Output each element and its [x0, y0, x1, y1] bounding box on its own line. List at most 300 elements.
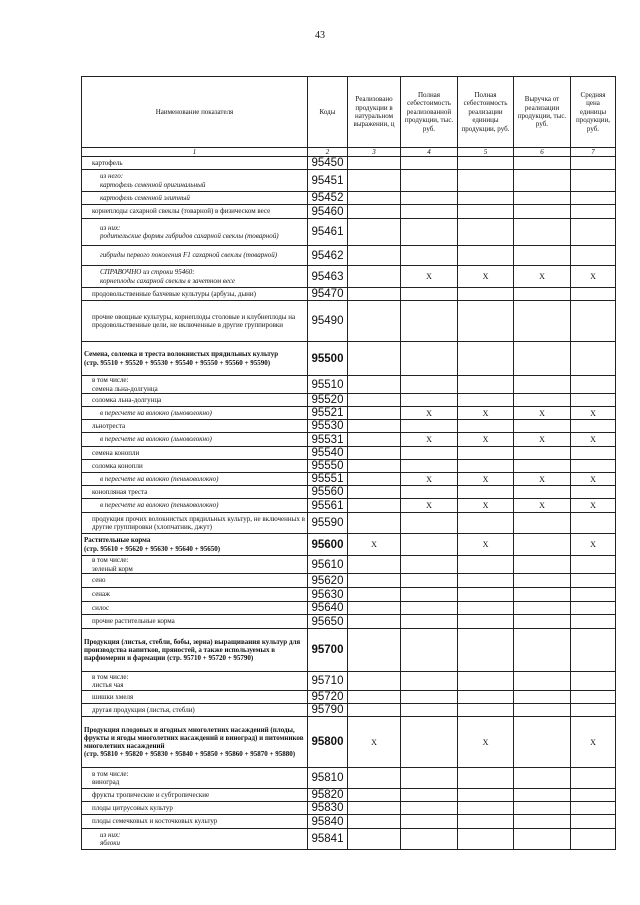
table-row: [82, 170, 616, 192]
value-cell[interactable]: [401, 672, 458, 691]
value-cell[interactable]: X: [401, 473, 458, 486]
value-cell[interactable]: [458, 704, 514, 717]
row-code: 95510: [308, 376, 348, 394]
row-name: Семена, соломка и треста волокнистых прядильных культур (стр. 95510 + 95520 + 95530 + 95540 + 95550 + 95560 + 95590): [82, 342, 308, 376]
value-cell[interactable]: [401, 829, 458, 850]
row-name: фрукты тропические и субтропические: [82, 789, 308, 802]
value-cell[interactable]: [571, 394, 616, 407]
col-number: 4: [401, 148, 458, 157]
value-cell[interactable]: [348, 205, 401, 219]
value-cell[interactable]: [514, 629, 571, 672]
value-cell[interactable]: [514, 420, 571, 433]
value-cell[interactable]: [348, 394, 401, 407]
value-cell[interactable]: X: [571, 717, 616, 768]
value-cell[interactable]: [401, 615, 458, 629]
value-cell[interactable]: [571, 376, 616, 394]
value-cell[interactable]: [348, 704, 401, 717]
value-cell[interactable]: [348, 615, 401, 629]
value-cell[interactable]: [458, 205, 514, 219]
value-cell[interactable]: X: [571, 266, 616, 288]
row-name: сено: [82, 574, 308, 588]
row-code: 95640: [308, 602, 348, 615]
value-cell[interactable]: [514, 170, 571, 192]
value-cell[interactable]: [458, 672, 514, 691]
value-cell[interactable]: [514, 460, 571, 473]
value-cell[interactable]: [458, 301, 514, 342]
row-name: в пересчете на волокно (льноволокно): [82, 433, 308, 447]
row-name: силос: [82, 602, 308, 615]
table-row: [82, 407, 616, 420]
value-cell[interactable]: [514, 447, 571, 460]
value-cell[interactable]: [571, 246, 616, 266]
table-row: [82, 815, 616, 829]
value-cell[interactable]: [514, 602, 571, 615]
value-cell[interactable]: [458, 615, 514, 629]
value-cell[interactable]: X: [458, 717, 514, 768]
value-cell[interactable]: [514, 246, 571, 266]
table-row: [82, 219, 616, 246]
value-cell[interactable]: [514, 556, 571, 574]
row-name: в том числе: семена льна-долгунца: [82, 376, 308, 394]
row-code: 95550: [308, 460, 348, 473]
value-cell[interactable]: [571, 342, 616, 376]
row-name: сенаж: [82, 588, 308, 602]
value-cell[interactable]: X: [401, 499, 458, 513]
value-cell[interactable]: X: [571, 534, 616, 556]
value-cell[interactable]: [348, 768, 401, 789]
value-cell[interactable]: [458, 447, 514, 460]
col-number: 5: [458, 148, 514, 157]
row-code: 95830: [308, 802, 348, 815]
value-cell[interactable]: [348, 266, 401, 288]
row-code: 95820: [308, 789, 348, 802]
value-cell[interactable]: [514, 672, 571, 691]
value-cell[interactable]: X: [401, 433, 458, 447]
row-code: 95531: [308, 433, 348, 447]
value-cell[interactable]: [348, 588, 401, 602]
col-number: 2: [308, 148, 348, 157]
value-cell[interactable]: [348, 170, 401, 192]
row-code: 95800: [308, 717, 348, 768]
header-col7: Средняя цена единицы продукции, руб.: [571, 77, 616, 148]
row-name: в пересчете на волокно (пеньковолокно): [82, 499, 308, 513]
value-cell[interactable]: [514, 205, 571, 219]
row-code: 95540: [308, 447, 348, 460]
table-row: [82, 266, 616, 288]
value-cell[interactable]: [401, 447, 458, 460]
value-cell[interactable]: [348, 342, 401, 376]
value-cell[interactable]: [571, 170, 616, 192]
row-name: Растительные корма (стр. 95610 + 95620 + 95630 + 95640 + 95650): [82, 534, 308, 556]
value-cell[interactable]: [401, 246, 458, 266]
row-code: 95720: [308, 691, 348, 704]
row-name: конопляная треста: [82, 486, 308, 499]
value-cell[interactable]: [571, 192, 616, 205]
header-row: [82, 77, 616, 148]
row-code: 95610: [308, 556, 348, 574]
value-cell[interactable]: [458, 246, 514, 266]
value-cell[interactable]: [401, 205, 458, 219]
row-name: СПРАВОЧНО из строки 95460: корнеплоды сахарной свеклы в зачетном весе: [82, 266, 308, 288]
value-cell[interactable]: X: [458, 499, 514, 513]
value-cell[interactable]: [401, 691, 458, 704]
table-body: [82, 157, 616, 850]
value-cell[interactable]: [514, 301, 571, 342]
value-cell[interactable]: X: [458, 433, 514, 447]
row-code: 95530: [308, 420, 348, 433]
table-row: [82, 420, 616, 433]
row-name: в пересчете на волокно (пеньковолокно): [82, 473, 308, 486]
value-cell[interactable]: [401, 789, 458, 802]
value-cell[interactable]: [571, 615, 616, 629]
value-cell[interactable]: [571, 288, 616, 301]
row-name: Продукция плодовых и ягодных многолетних насаждений (плоды, фрукты и ягоды многолетних насаждений и виноград) и питомников многолетних насаждений (стр. 95810 + 95820 + 95830 + 95840 + 95850 + 95860 + 95870 + 95880): [82, 717, 308, 768]
value-cell[interactable]: [348, 219, 401, 246]
value-cell[interactable]: [571, 205, 616, 219]
table-row: [82, 615, 616, 629]
value-cell[interactable]: [458, 513, 514, 534]
table-row: [82, 192, 616, 205]
col-number: 7: [571, 148, 616, 157]
value-cell[interactable]: [514, 219, 571, 246]
value-cell[interactable]: [458, 815, 514, 829]
value-cell[interactable]: [348, 629, 401, 672]
value-cell[interactable]: X: [401, 266, 458, 288]
value-cell[interactable]: [571, 691, 616, 704]
value-cell[interactable]: X: [571, 473, 616, 486]
row-name: шишки хмеля: [82, 691, 308, 704]
row-code: 95451: [308, 170, 348, 192]
value-cell[interactable]: [348, 192, 401, 205]
table-row: [82, 602, 616, 615]
row-name: продовольственные бахчевые культуры (арбузы, дыни): [82, 288, 308, 301]
value-cell[interactable]: [348, 460, 401, 473]
row-code: 95461: [308, 219, 348, 246]
value-cell[interactable]: [458, 394, 514, 407]
row-code: 95590: [308, 513, 348, 534]
col-number: 6: [514, 148, 571, 157]
row-name: прочие растительные корма: [82, 615, 308, 629]
value-cell[interactable]: [514, 192, 571, 205]
column-number-row: [82, 148, 616, 157]
row-code: 95460: [308, 205, 348, 219]
row-name: соломка конопли: [82, 460, 308, 473]
value-cell[interactable]: [348, 486, 401, 499]
table-row: [82, 691, 616, 704]
value-cell[interactable]: [458, 588, 514, 602]
header-col3: Реализовано продукции в натуральном выражении, ц: [348, 77, 401, 148]
value-cell[interactable]: [458, 556, 514, 574]
value-cell[interactable]: X: [514, 433, 571, 447]
row-name: льнотреста: [82, 420, 308, 433]
col-number: 1: [82, 148, 308, 157]
value-cell[interactable]: [401, 815, 458, 829]
table-row: [82, 460, 616, 473]
table-row: [82, 157, 616, 170]
value-cell[interactable]: [401, 704, 458, 717]
value-cell[interactable]: [458, 460, 514, 473]
value-cell[interactable]: X: [458, 473, 514, 486]
value-cell[interactable]: X: [514, 473, 571, 486]
value-cell[interactable]: [348, 556, 401, 574]
value-cell[interactable]: [514, 691, 571, 704]
row-code: 95630: [308, 588, 348, 602]
value-cell[interactable]: [401, 376, 458, 394]
value-cell[interactable]: [571, 460, 616, 473]
table-row: [82, 246, 616, 266]
row-name: из них: родительские формы гибридов сахарной свеклы (товарной): [82, 219, 308, 246]
value-cell[interactable]: [348, 447, 401, 460]
value-cell[interactable]: [401, 394, 458, 407]
table-row: [82, 513, 616, 534]
value-cell[interactable]: [458, 602, 514, 615]
value-cell[interactable]: [458, 420, 514, 433]
row-name: Продукция (листья, стебли, бобы, зерна) выращивания культур для производства напитков, пряностей, а также используемых в парфюмерии и фармации (стр. 95710 + 95720 + 95790): [82, 629, 308, 672]
value-cell[interactable]: [514, 342, 571, 376]
indicators-table: [81, 76, 616, 850]
value-cell[interactable]: [348, 301, 401, 342]
value-cell[interactable]: [514, 789, 571, 802]
row-name: плоды цитрусовых культур: [82, 802, 308, 815]
table-row: [82, 301, 616, 342]
value-cell[interactable]: [401, 629, 458, 672]
value-cell[interactable]: [458, 789, 514, 802]
table-row: [82, 574, 616, 588]
table-row: [82, 534, 616, 556]
value-cell[interactable]: [401, 534, 458, 556]
row-name: другая продукция (листья, стебли): [82, 704, 308, 717]
value-cell[interactable]: [514, 615, 571, 629]
value-cell[interactable]: [401, 486, 458, 499]
table-row: [82, 789, 616, 802]
table-row: [82, 447, 616, 460]
row-code: 95500: [308, 342, 348, 376]
row-code: 95710: [308, 672, 348, 691]
value-cell[interactable]: [348, 376, 401, 394]
value-cell[interactable]: [401, 219, 458, 246]
table-row: [82, 556, 616, 574]
value-cell[interactable]: [348, 829, 401, 850]
row-code: 95810: [308, 768, 348, 789]
header-col5: Полная себестоимость реализации единицы продукции, руб.: [458, 77, 514, 148]
table-row: [82, 433, 616, 447]
value-cell[interactable]: [514, 157, 571, 170]
row-code: 95700: [308, 629, 348, 672]
row-name: в том числе: виноград: [82, 768, 308, 789]
value-cell[interactable]: [348, 672, 401, 691]
row-name: плоды семечковых и косточковых культур: [82, 815, 308, 829]
value-cell[interactable]: [514, 534, 571, 556]
row-code: 95452: [308, 192, 348, 205]
value-cell[interactable]: [458, 219, 514, 246]
value-cell[interactable]: [348, 157, 401, 170]
value-cell[interactable]: [401, 513, 458, 534]
row-name: в пересчете на волокно (льноволокно): [82, 407, 308, 420]
value-cell[interactable]: X: [514, 407, 571, 420]
row-name: гибриды первого поколения F1 сахарной свеклы (товарной): [82, 246, 308, 266]
value-cell[interactable]: [348, 691, 401, 704]
table-row: [82, 486, 616, 499]
row-code: 95520: [308, 394, 348, 407]
value-cell[interactable]: [571, 301, 616, 342]
value-cell[interactable]: [514, 376, 571, 394]
value-cell[interactable]: [458, 170, 514, 192]
value-cell[interactable]: [571, 602, 616, 615]
row-code: 95490: [308, 301, 348, 342]
value-cell[interactable]: [514, 513, 571, 534]
value-cell[interactable]: [458, 376, 514, 394]
value-cell[interactable]: [348, 513, 401, 534]
row-code: 95450: [308, 157, 348, 170]
row-name: картофель: [82, 157, 308, 170]
row-name: в том числе: зеленый корм: [82, 556, 308, 574]
value-cell[interactable]: [348, 420, 401, 433]
value-cell[interactable]: [458, 768, 514, 789]
value-cell[interactable]: [401, 768, 458, 789]
value-cell[interactable]: [571, 486, 616, 499]
value-cell[interactable]: [348, 815, 401, 829]
value-cell[interactable]: [514, 288, 571, 301]
value-cell[interactable]: [401, 170, 458, 192]
value-cell[interactable]: [348, 433, 401, 447]
value-cell[interactable]: [571, 815, 616, 829]
value-cell[interactable]: [401, 157, 458, 170]
value-cell[interactable]: [348, 246, 401, 266]
value-cell[interactable]: [401, 192, 458, 205]
value-cell[interactable]: [571, 704, 616, 717]
value-cell[interactable]: X: [348, 717, 401, 768]
value-cell[interactable]: [401, 342, 458, 376]
value-cell[interactable]: [571, 672, 616, 691]
value-cell[interactable]: [348, 499, 401, 513]
row-name: семена конопли: [82, 447, 308, 460]
value-cell[interactable]: [348, 602, 401, 615]
header-name: Наименование показателя: [82, 77, 308, 148]
table-row: [82, 672, 616, 691]
value-cell[interactable]: X: [571, 433, 616, 447]
value-cell[interactable]: [571, 768, 616, 789]
value-cell[interactable]: [458, 157, 514, 170]
row-name: из них: яблоки: [82, 829, 308, 850]
value-cell[interactable]: [348, 473, 401, 486]
value-cell[interactable]: [458, 486, 514, 499]
value-cell[interactable]: [514, 717, 571, 768]
header-col6: Выручка от реализации продукции, тыс. руб.: [514, 77, 571, 148]
value-cell[interactable]: [348, 574, 401, 588]
value-cell[interactable]: [401, 717, 458, 768]
table-row: [82, 629, 616, 672]
value-cell[interactable]: [401, 556, 458, 574]
value-cell[interactable]: [401, 588, 458, 602]
row-code: 95551: [308, 473, 348, 486]
value-cell[interactable]: [458, 629, 514, 672]
row-name: продукция прочих волокнистых прядильных культур, не включенных в другие группировки (хлопчатник, джут): [82, 513, 308, 534]
value-cell[interactable]: [401, 802, 458, 815]
value-cell[interactable]: [401, 301, 458, 342]
table-row: [82, 394, 616, 407]
value-cell[interactable]: [514, 815, 571, 829]
value-cell[interactable]: [514, 574, 571, 588]
value-cell[interactable]: X: [458, 407, 514, 420]
row-name: корнеплоды сахарной свеклы (товарной) в физическом весе: [82, 205, 308, 219]
value-cell[interactable]: [571, 447, 616, 460]
value-cell[interactable]: [458, 829, 514, 850]
value-cell[interactable]: [401, 460, 458, 473]
value-cell[interactable]: [571, 574, 616, 588]
value-cell[interactable]: [458, 288, 514, 301]
value-cell[interactable]: [571, 629, 616, 672]
value-cell[interactable]: X: [401, 407, 458, 420]
page-number: 43: [315, 30, 325, 41]
value-cell[interactable]: X: [458, 534, 514, 556]
value-cell[interactable]: X: [458, 266, 514, 288]
value-cell[interactable]: [401, 602, 458, 615]
value-cell[interactable]: X: [348, 534, 401, 556]
row-code: 95650: [308, 615, 348, 629]
value-cell[interactable]: [514, 802, 571, 815]
value-cell[interactable]: [571, 829, 616, 850]
value-cell[interactable]: [401, 420, 458, 433]
value-cell[interactable]: [458, 802, 514, 815]
row-code: 95560: [308, 486, 348, 499]
row-code: 95462: [308, 246, 348, 266]
value-cell[interactable]: [571, 802, 616, 815]
value-cell[interactable]: [514, 394, 571, 407]
row-code: 95620: [308, 574, 348, 588]
value-cell[interactable]: [348, 288, 401, 301]
value-cell[interactable]: [514, 704, 571, 717]
table-row: [82, 288, 616, 301]
value-cell[interactable]: [571, 789, 616, 802]
value-cell[interactable]: [571, 513, 616, 534]
table-row: [82, 473, 616, 486]
value-cell[interactable]: X: [571, 499, 616, 513]
row-code: 95521: [308, 407, 348, 420]
value-cell[interactable]: [401, 574, 458, 588]
value-cell[interactable]: [571, 556, 616, 574]
row-name: соломка льна-долгунца: [82, 394, 308, 407]
value-cell[interactable]: X: [571, 407, 616, 420]
value-cell[interactable]: [571, 588, 616, 602]
value-cell[interactable]: [401, 288, 458, 301]
table-row: [82, 376, 616, 394]
value-cell[interactable]: [514, 486, 571, 499]
table-row: [82, 499, 616, 513]
header-col4: Полная себестоимость реализованной продукции, тыс. руб.: [401, 77, 458, 148]
table-row: [82, 342, 616, 376]
table-row: [82, 768, 616, 789]
value-cell[interactable]: X: [514, 266, 571, 288]
value-cell[interactable]: [348, 789, 401, 802]
value-cell[interactable]: [348, 802, 401, 815]
value-cell[interactable]: [348, 407, 401, 420]
value-cell[interactable]: [571, 420, 616, 433]
value-cell[interactable]: [458, 342, 514, 376]
table-row: [82, 588, 616, 602]
value-cell[interactable]: [571, 219, 616, 246]
value-cell[interactable]: [514, 768, 571, 789]
value-cell[interactable]: [458, 574, 514, 588]
value-cell[interactable]: X: [514, 499, 571, 513]
row-code: 95463: [308, 266, 348, 288]
value-cell[interactable]: [571, 157, 616, 170]
value-cell[interactable]: [458, 691, 514, 704]
value-cell[interactable]: [514, 829, 571, 850]
value-cell[interactable]: [514, 588, 571, 602]
row-name: картофель семенной элитный: [82, 192, 308, 205]
row-name: прочие овощные культуры, корнеплоды столовые и клубнеплоды на продовольственные цели, не включенные в другие группировки: [82, 301, 308, 342]
value-cell[interactable]: [458, 192, 514, 205]
